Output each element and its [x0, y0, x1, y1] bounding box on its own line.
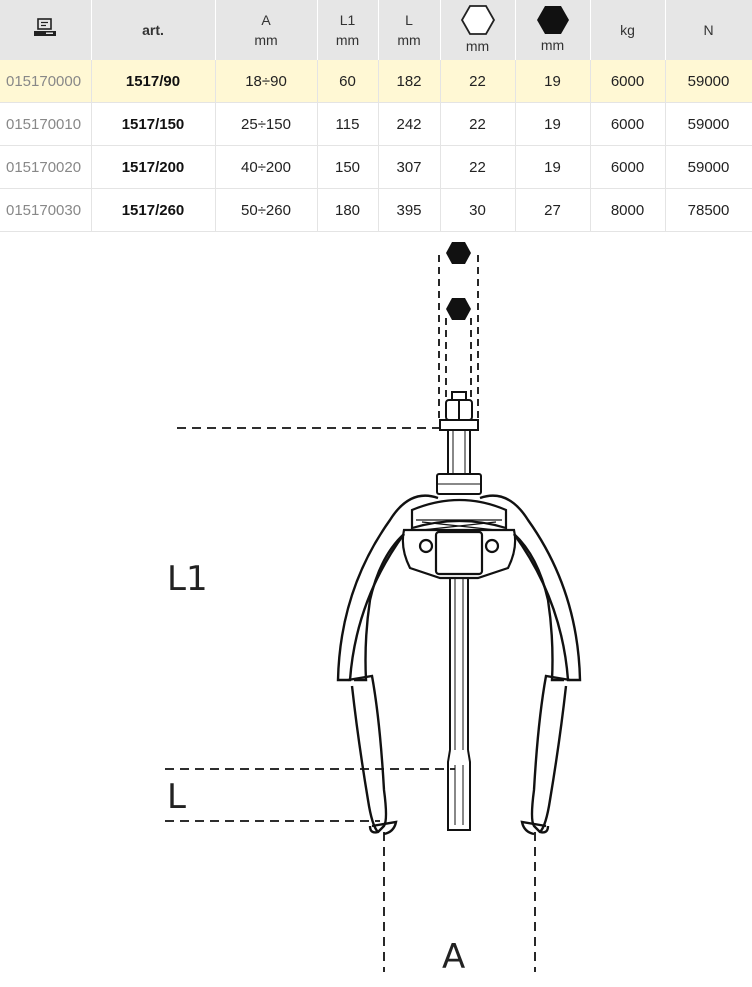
spindle-nut	[440, 392, 478, 430]
cell-l1: 180	[317, 189, 378, 232]
header-kg-label: kg	[620, 22, 635, 38]
cell-l: 307	[378, 146, 440, 189]
cell-code: 015170020	[0, 146, 91, 189]
header-n-label: N	[703, 22, 714, 38]
cell-a: 50÷260	[215, 189, 317, 232]
header-a-unit: mm	[254, 32, 278, 48]
cell-hex-outline: 22	[440, 60, 515, 103]
cell-a: 18÷90	[215, 60, 317, 103]
table-header-row	[0, 0, 752, 60]
cell-code: 015170030	[0, 189, 91, 232]
header-hex-solid-unit: mm	[540, 37, 565, 53]
cell-hex-solid: 19	[515, 103, 590, 146]
spec-table	[0, 0, 752, 232]
table-row[interactable]	[0, 60, 752, 103]
right-jaw	[480, 496, 580, 834]
cell-l1: 150	[317, 146, 378, 189]
header-l1-label: L1	[339, 12, 356, 28]
hex-solid-icon	[446, 298, 471, 320]
cell-hex-outline: 22	[440, 146, 515, 189]
header-l1	[317, 0, 378, 60]
header-l-unit: mm	[397, 32, 421, 48]
hex-outline-icon	[460, 4, 496, 36]
cell-l1: 115	[317, 103, 378, 146]
cell-kg: 8000	[590, 189, 665, 232]
puller-technical-drawing	[0, 232, 752, 982]
cell-a: 40÷200	[215, 146, 317, 189]
hex-solid-icon	[446, 242, 471, 264]
cell-a: 25÷150	[215, 103, 317, 146]
header-art	[91, 0, 215, 60]
cell-l1: 60	[317, 60, 378, 103]
header-code	[0, 0, 91, 60]
cell-kg: 6000	[590, 60, 665, 103]
dimension-label-l: L	[167, 777, 186, 817]
cell-kg: 6000	[590, 146, 665, 189]
computer-icon	[32, 17, 58, 39]
cell-code: 015170000	[0, 60, 91, 103]
header-hex-outline-unit: mm	[465, 38, 490, 54]
spindle	[437, 430, 481, 830]
header-l1-unit: mm	[335, 32, 360, 48]
cell-hex-outline: 30	[440, 189, 515, 232]
header-l-label: L	[405, 12, 413, 28]
cell-art: 1517/90	[91, 60, 215, 103]
cell-l: 395	[378, 189, 440, 232]
header-hex-solid	[515, 0, 590, 60]
dimension-label-l1: L1	[167, 559, 208, 599]
cell-art: 1517/150	[91, 103, 215, 146]
cell-code: 015170010	[0, 103, 91, 146]
header-kg	[590, 0, 665, 60]
l1-dimension-lines	[165, 428, 455, 821]
cell-n: 59000	[665, 103, 752, 146]
cell-l: 182	[378, 60, 440, 103]
cell-kg: 6000	[590, 103, 665, 146]
cell-n: 59000	[665, 146, 752, 189]
table-row[interactable]	[0, 146, 752, 189]
cell-hex-outline: 22	[440, 103, 515, 146]
table-row[interactable]	[0, 189, 752, 232]
cell-hex-solid: 27	[515, 189, 590, 232]
puller-body	[403, 500, 515, 578]
header-l	[378, 0, 440, 60]
cell-n: 59000	[665, 60, 752, 103]
cell-l: 242	[378, 103, 440, 146]
cell-hex-solid: 19	[515, 146, 590, 189]
cell-art: 1517/200	[91, 146, 215, 189]
table-row[interactable]	[0, 103, 752, 146]
cell-hex-solid: 19	[515, 60, 590, 103]
header-n	[665, 0, 752, 60]
dimension-label-a: A	[442, 937, 466, 977]
header-a	[215, 0, 317, 60]
hex-solid-icon	[536, 5, 570, 35]
hex-dimension-lines	[439, 255, 478, 420]
header-hex-outline	[440, 0, 515, 60]
header-a-label: A	[261, 12, 271, 28]
cell-art: 1517/260	[91, 189, 215, 232]
cell-n: 78500	[665, 189, 752, 232]
header-art-label: art.	[142, 22, 164, 38]
left-jaw	[338, 496, 438, 834]
